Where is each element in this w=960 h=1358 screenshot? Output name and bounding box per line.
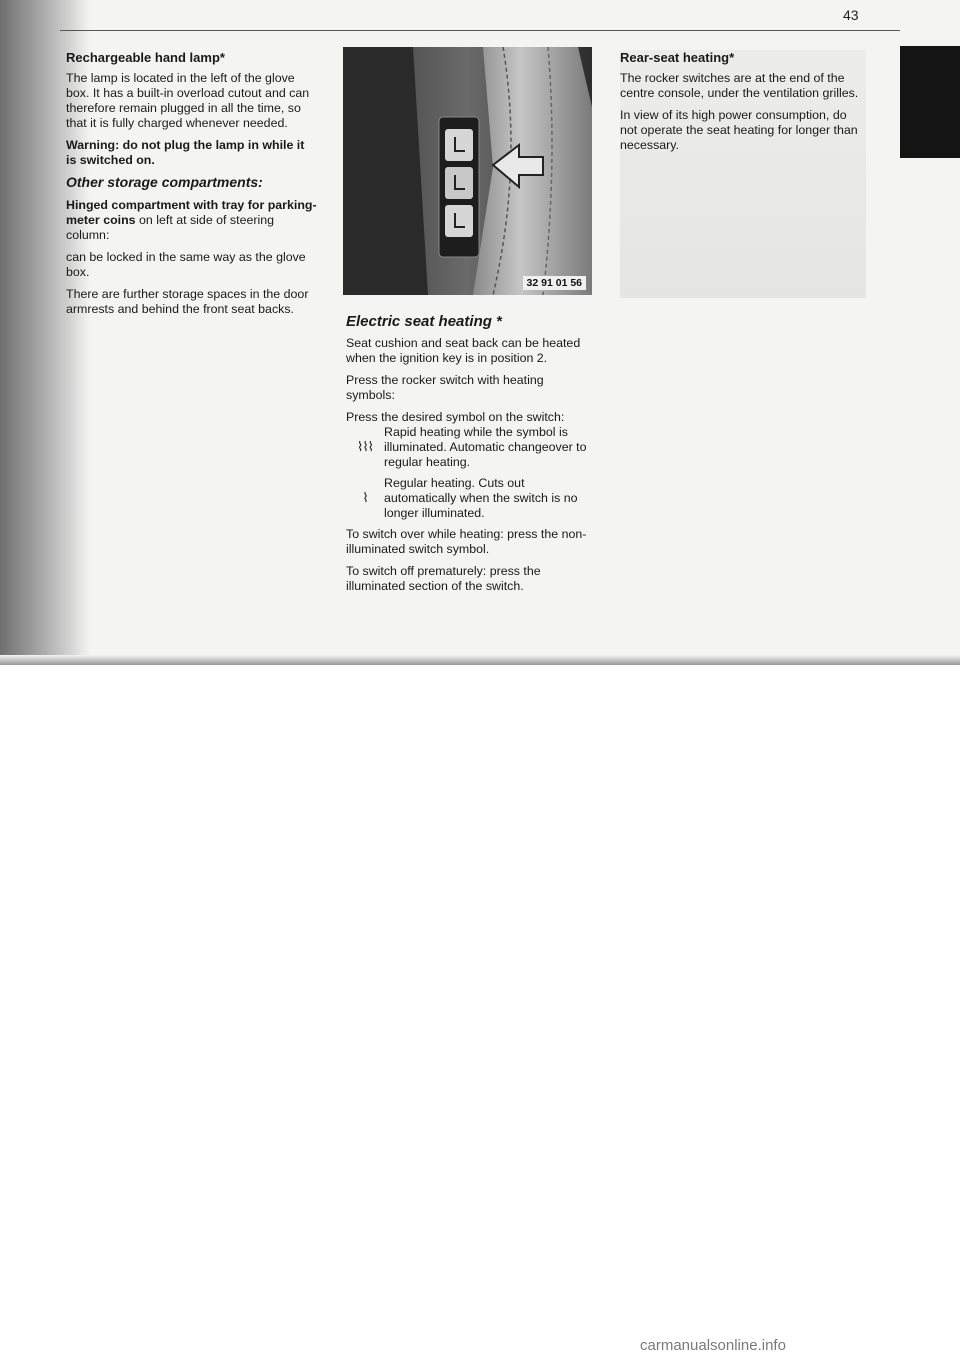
switch-off-text: To switch off prematurely: press the illuminated section of the switch. — [346, 564, 541, 593]
lamp-warning: Warning: do not plug the lamp in while it is switched on. — [66, 138, 305, 167]
regular-heating-text: Regular heating. Cuts out automatically when the switch is no longer illuminated. — [384, 476, 578, 520]
rapid-heat-icon: ⌇⌇⌇ — [356, 439, 374, 454]
section-tab — [900, 46, 960, 158]
switch-over-text: To switch over while heating: press the non-illuminated switch symbol. — [346, 527, 587, 556]
page-bottom-edge — [0, 655, 960, 665]
manual-page — [0, 0, 960, 665]
header-rule — [60, 30, 900, 31]
seat-switch-photo — [343, 47, 592, 295]
rear-heating-text-1: The rocker switches are at the end of the centre console, under the ventilation grilles. — [620, 71, 859, 100]
storage-text: There are further storage spaces in the door armrests and behind the front seat backs. — [66, 287, 309, 316]
regular-heating-row — [346, 476, 592, 521]
lamp-text: The lamp is located in the left of the glove box. It has a built-in overload cutout and can therefore remain plugged in all the time, so that it is fully charged whenever needed. — [66, 71, 310, 130]
compartment-text: on left at side of steering column: — [66, 213, 275, 242]
seat-switch-illustration — [343, 47, 592, 295]
middle-column — [346, 314, 592, 601]
compartment-paragraph — [66, 198, 318, 243]
page-number: 43 — [843, 7, 859, 23]
heading-storage: Other storage compartments: — [66, 174, 263, 190]
press-symbol: Press the desired symbol on the switch: — [346, 410, 565, 424]
press-rocker: Press the rocker switch with heating symbols: — [346, 373, 544, 402]
heading-seat-heating: Electric seat heating * — [346, 313, 502, 330]
compartment-bold: Hinged compartment with tray for parking-meter coins — [66, 198, 317, 227]
rapid-heating-row — [346, 425, 592, 470]
rear-heating-text-2: In view of its high power consumption, do not operate the seat heating for longer than necessary. — [620, 108, 858, 152]
rapid-heating-text: Rapid heating while the symbol is illuminated. Automatic changeover to regular heating. — [384, 425, 587, 469]
left-column — [66, 50, 318, 324]
compartment-lock: can be locked in the same way as the glove box. — [66, 250, 306, 279]
watermark: carmanualsonline.info — [640, 1337, 786, 1354]
heading-rear-seat-heating: Rear-seat heating* — [620, 50, 735, 65]
right-column — [620, 50, 866, 160]
seat-heating-intro: Seat cushion and seat back can be heated when the ignition key is in position 2. — [346, 336, 581, 365]
regular-heat-icon: ⌇ — [362, 490, 368, 505]
photo-code: 32 91 01 56 — [523, 276, 586, 290]
heading-hand-lamp: Rechargeable hand lamp* — [66, 50, 225, 65]
